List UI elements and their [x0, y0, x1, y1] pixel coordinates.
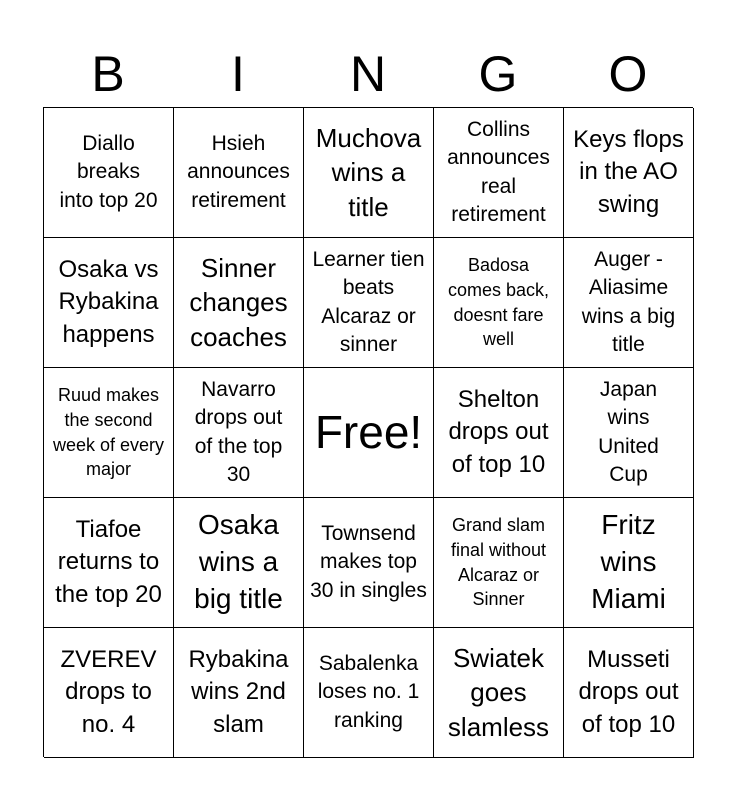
cell-text: Osaka vs Rybakina happens [58, 255, 159, 348]
free-space-text: Free! [314, 405, 423, 458]
bingo-cell free-space[interactable] [304, 368, 434, 498]
bingo-cell[interactable] [174, 628, 304, 758]
bingo-cell[interactable] [304, 108, 434, 238]
bingo-cell[interactable] [44, 628, 174, 758]
bingo-cell[interactable] [44, 368, 174, 498]
bingo-cell[interactable] [174, 238, 304, 368]
cell-text: Swiatek goes slamless [447, 642, 550, 742]
bingo-cell[interactable] [564, 238, 694, 368]
cell-text: Sabalenka loses no. 1 ranking [317, 651, 420, 732]
bingo-cell[interactable] [434, 368, 564, 498]
cell-text: Ruud makes the second week of every major [52, 384, 165, 480]
cell-text: Diallo breaks into top 20 [59, 131, 158, 212]
bingo-grid [43, 107, 693, 757]
cell-text: Fritz wins Miami [591, 509, 666, 614]
bingo-cell[interactable] [44, 108, 174, 238]
header-letter-n: N [349, 46, 387, 102]
cell-text: Auger - Aliasime wins a big title [581, 247, 676, 356]
cell-text: Rybakina wins 2nd slam [188, 645, 289, 738]
cell-text: Japan wins United Cup [598, 377, 659, 486]
bingo-cell[interactable] [304, 498, 434, 628]
cell-text: Badosa comes back, doesnt fare well [447, 254, 550, 350]
cell-text: Grand slam final without Alcaraz or Sinner [450, 514, 547, 610]
cell-text: Musseti drops out of top 10 [578, 645, 679, 738]
bingo-cell[interactable] [304, 628, 434, 758]
cell-text: Sinner changes coaches [189, 252, 288, 352]
cell-text: Townsend makes top 30 in singles [310, 521, 427, 602]
bingo-cell[interactable] [434, 108, 564, 238]
header-letter-o: O [608, 46, 648, 102]
header-letter-b: B [91, 46, 125, 102]
cell-text: Collins announces real retirement [447, 117, 550, 226]
bingo-cell[interactable] [564, 498, 694, 628]
cell-text: Learner tien beats Alcaraz or sinner [312, 247, 425, 356]
bingo-cell[interactable] [434, 238, 564, 368]
bingo-cell[interactable] [564, 368, 694, 498]
bingo-cell[interactable] [564, 628, 694, 758]
bingo-cell[interactable] [174, 498, 304, 628]
bingo-cell[interactable] [174, 108, 304, 238]
bingo-header [43, 40, 693, 108]
bingo-cell[interactable] [434, 498, 564, 628]
header-letter-i: I [231, 46, 245, 102]
cell-text: Navarro drops out of the top 30 [194, 377, 283, 486]
header-letter-g: G [478, 46, 518, 102]
bingo-cell[interactable] [44, 238, 174, 368]
bingo-cell[interactable] [44, 498, 174, 628]
cell-text: ZVEREV drops to no. 4 [60, 645, 157, 738]
cell-text: Keys flops in the AO swing [573, 125, 684, 218]
cell-text: Muchova wins a title [315, 122, 422, 222]
bingo-cell[interactable] [564, 108, 694, 238]
cell-text: Tiafoe returns to the top 20 [55, 515, 162, 608]
bingo-cell[interactable] [304, 238, 434, 368]
bingo-cell[interactable] [434, 628, 564, 758]
cell-text: Osaka wins a big title [194, 509, 283, 614]
cell-text: Shelton drops out of top 10 [448, 385, 549, 478]
bingo-cell[interactable] [174, 368, 304, 498]
cell-text: Hsieh announces retirement [187, 131, 290, 212]
